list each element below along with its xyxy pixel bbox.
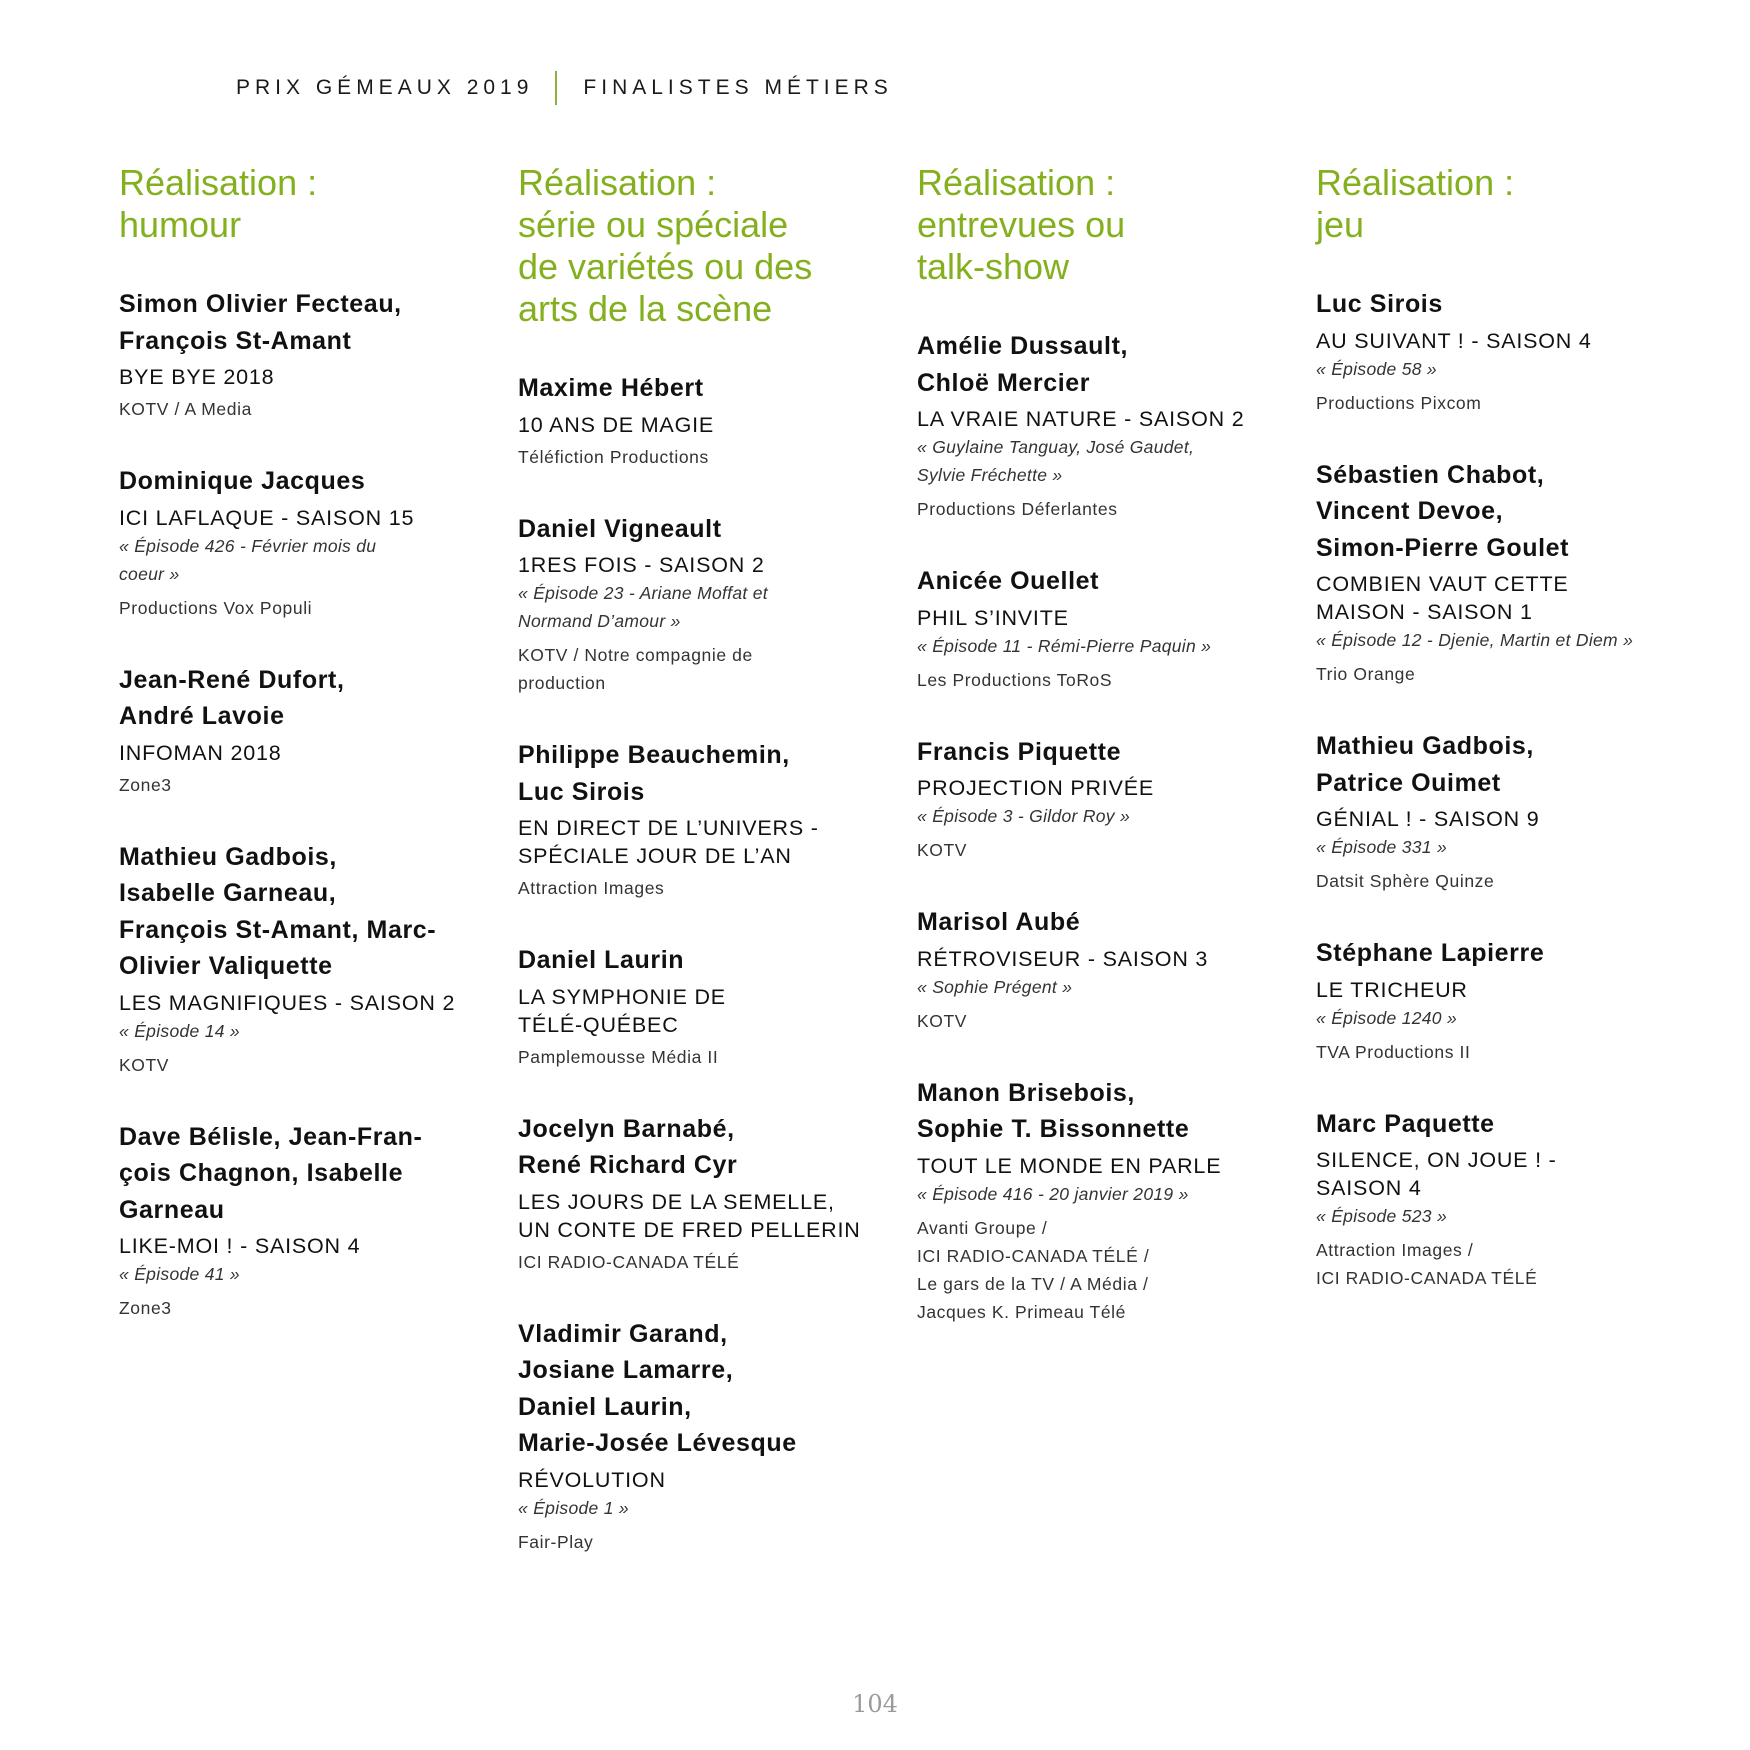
production-company [917, 1007, 1287, 1035]
finalist-names [518, 370, 888, 407]
show-title [1316, 805, 1686, 833]
show-title [1316, 570, 1686, 626]
finalist-name-line: Vladimir Garand, [518, 1319, 728, 1348]
header-left-title: PRIX GÉMEAUX 2019 [236, 76, 534, 99]
show-title-line: LIKE-MOI ! - SAISON 4 [119, 1234, 361, 1258]
show-title-line: AU SUIVANT ! - SAISON 4 [1316, 328, 1592, 353]
production-line: Avanti Groupe / [917, 1217, 1048, 1238]
category-heading-line: de variétés ou des [518, 246, 813, 287]
column-humour [119, 162, 489, 1362]
show-title [917, 774, 1287, 802]
finalist-name-line: Olivier Valiquette [119, 952, 333, 980]
production-company [1316, 389, 1686, 417]
finalist-entry [1316, 728, 1686, 895]
category-heading-line: série ou spéciale [518, 204, 789, 245]
show-title [518, 983, 888, 1039]
column-variety [518, 162, 888, 1596]
show-title [119, 363, 489, 391]
episode-line: « Épisode 331 » [1316, 837, 1447, 857]
finalist-names [518, 737, 888, 810]
production-line: KOTV [917, 840, 968, 860]
category-heading-line: jeu [1316, 204, 1365, 245]
finalist-name-line: François St-Amant, Marc- [119, 915, 437, 944]
finalist-entry [1316, 1106, 1686, 1293]
show-title-line: PROJECTION PRIVÉE [917, 776, 1154, 800]
episode-info [119, 532, 489, 588]
finalist-entry [119, 839, 489, 1079]
finalist-names [917, 734, 1287, 771]
episode-line: « Épisode 41 » [119, 1264, 240, 1284]
episode-line: Normand D’amour » [518, 611, 681, 631]
category-heading [518, 162, 888, 330]
production-company [917, 1214, 1287, 1326]
category-heading-line: humour [119, 204, 242, 245]
show-title-line: LES MAGNIFIQUES - SAISON 2 [119, 990, 456, 1015]
category-heading-line: Réalisation : [1316, 162, 1515, 203]
show-title-line: LA VRAIE NATURE - SAISON 2 [917, 407, 1245, 431]
show-title [119, 989, 489, 1017]
episode-info [917, 802, 1287, 830]
production-company [518, 874, 888, 902]
production-line: Productions Vox Populi [119, 597, 313, 618]
episode-line: « Guylaine Tanguay, José Gaudet, [917, 437, 1195, 457]
finalist-name-line: Isabelle Garneau, [119, 879, 337, 907]
finalist-names [1316, 286, 1686, 323]
episode-line: « Épisode 14 » [119, 1020, 240, 1041]
finalist-name-line: Simon Olivier Fecteau, [119, 290, 402, 318]
production-line: KOTV [119, 1054, 170, 1075]
finalist-names [1316, 935, 1686, 972]
episode-line: « Épisode 1 » [518, 1497, 629, 1518]
show-title-line: MAISON - SAISON 1 [1316, 600, 1533, 624]
production-company [518, 1248, 888, 1276]
show-title [917, 405, 1287, 433]
finalist-name-line: André Lavoie [119, 702, 285, 730]
show-title-line: LES JOURS DE LA SEMELLE, [518, 1189, 835, 1214]
production-line: KOTV [917, 1010, 968, 1031]
finalist-name-line: Amélie Dussault, [917, 332, 1129, 360]
finalist-entry [917, 734, 1287, 865]
finalist-names [518, 1111, 888, 1184]
finalist-entry [119, 1119, 489, 1323]
finalist-name-line: Daniel Laurin, [518, 1392, 692, 1421]
finalist-entry [1316, 286, 1686, 417]
production-company [119, 1294, 489, 1322]
column-talk-show [917, 162, 1287, 1366]
page-number: 104 [852, 1690, 898, 1718]
finalist-entry [518, 511, 888, 698]
finalist-names [119, 286, 489, 359]
finalist-name-line: Josiane Lamarre, [518, 1356, 734, 1384]
production-line: ICI RADIO-CANADA TÉLÉ / [917, 1245, 1150, 1266]
production-line: Zone3 [119, 1298, 172, 1318]
production-line: ICI RADIO-CANADA TÉLÉ [518, 1251, 740, 1272]
episode-info [1316, 1004, 1686, 1032]
finalist-entry [119, 286, 489, 423]
episode-info [917, 632, 1287, 660]
production-line: Téléfiction Productions [518, 446, 709, 467]
finalist-names [119, 463, 489, 500]
finalist-name-line: Dominique Jacques [119, 467, 366, 495]
show-title [518, 551, 888, 579]
show-title [518, 814, 888, 870]
category-heading-line: arts de la scène [518, 288, 773, 329]
production-line: Datsit Sphère Quinze [1316, 871, 1495, 891]
show-title-line: TÉLÉ-QUÉBEC [518, 1012, 679, 1037]
show-title [518, 1188, 888, 1244]
production-line: Fair-Play [518, 1531, 594, 1552]
show-title [119, 739, 489, 767]
finalist-name-line: Marie-Josée Lévesque [518, 1429, 797, 1457]
show-title-line: RÉTROVISEUR - SAISON 3 [917, 946, 1209, 971]
finalist-names [1316, 1106, 1686, 1143]
show-title [119, 1232, 489, 1260]
finalist-name-line: Daniel Laurin [518, 946, 685, 974]
production-company [119, 1051, 489, 1079]
episode-line: coeur » [119, 563, 180, 584]
column-game [1316, 162, 1686, 1332]
episode-info [518, 1494, 888, 1522]
header-right-title: FINALISTES MÉTIERS [583, 76, 893, 99]
finalist-names [119, 662, 489, 735]
show-title-line: GÉNIAL ! - SAISON 9 [1316, 807, 1540, 831]
finalist-entry [518, 942, 888, 1071]
show-title-line: PHIL S’INVITE [917, 605, 1069, 630]
show-title [1316, 976, 1686, 1004]
production-line: KOTV / A Media [119, 399, 252, 419]
finalist-name-line: Jocelyn Barnabé, [518, 1114, 735, 1143]
finalist-name-line: Maxime Hébert [518, 374, 704, 402]
show-title-line: 10 ANS DE MAGIE [518, 412, 715, 437]
production-line: Attraction Images [518, 878, 665, 898]
production-line: Les Productions ToRoS [917, 669, 1113, 690]
episode-line: « Épisode 58 » [1316, 358, 1437, 379]
show-title [518, 1466, 888, 1494]
finalist-entry [917, 1075, 1287, 1326]
show-title [917, 945, 1287, 973]
production-company [917, 666, 1287, 694]
finalist-name-line: Luc Sirois [518, 777, 645, 806]
category-heading [1316, 162, 1686, 246]
finalist-names [917, 1075, 1287, 1148]
finalist-name-line: Sophie T. Bissonnette [917, 1115, 1190, 1143]
show-title [1316, 327, 1686, 355]
finalist-name-line: Francis Piquette [917, 737, 1122, 766]
finalist-entry [119, 463, 489, 622]
production-line: Pamplemousse Média II [518, 1046, 719, 1067]
episode-info [917, 1180, 1287, 1208]
episode-line: « Épisode 11 - Rémi-Pierre Paquin » [917, 635, 1212, 656]
show-title-line: UN CONTE DE FRED PELLERIN [518, 1217, 861, 1242]
episode-info [917, 973, 1287, 1001]
production-company [119, 771, 489, 799]
production-company [518, 641, 888, 697]
show-title [1316, 1146, 1686, 1202]
finalist-entry [119, 662, 489, 799]
finalist-name-line: Marc Paquette [1316, 1109, 1495, 1138]
finalist-entry [1316, 457, 1686, 689]
episode-info [917, 433, 1287, 489]
finalist-name-line: Sébastien Chabot, [1316, 460, 1545, 489]
show-title-line: COMBIEN VAUT CETTE [1316, 572, 1569, 596]
show-title-line: TOUT LE MONDE EN PARLE [917, 1153, 1222, 1178]
production-line: ICI RADIO-CANADA TÉLÉ [1316, 1268, 1538, 1288]
production-company [917, 495, 1287, 523]
episode-info [1316, 626, 1686, 654]
finalist-name-line: Chloë Mercier [917, 368, 1091, 397]
production-company [119, 395, 489, 423]
finalist-name-line: Anicée Ouellet [917, 567, 1100, 595]
show-title [518, 411, 888, 439]
finalist-name-line: Patrice Ouimet [1316, 768, 1501, 797]
finalist-name-line: Mathieu Gadbois, [1316, 732, 1534, 760]
finalist-name-line: François St-Amant [119, 326, 352, 355]
episode-line: « Épisode 523 » [1316, 1206, 1447, 1226]
finalist-entry [917, 904, 1287, 1035]
finalist-names [1316, 728, 1686, 801]
show-title [917, 1152, 1287, 1180]
production-company [518, 1528, 888, 1556]
show-title-line: INFOMAN 2018 [119, 740, 282, 765]
category-heading-line: Réalisation : [917, 162, 1116, 203]
category-heading-line: talk-show [917, 246, 1070, 287]
production-line: production [518, 673, 606, 693]
finalist-name-line: Philippe Beauchemin, [518, 741, 790, 769]
finalist-name-line: Luc Sirois [1316, 290, 1443, 318]
episode-line: « Sophie Prégent » [917, 976, 1073, 997]
finalist-name-line: Jean-René Dufort, [119, 665, 345, 694]
production-company [518, 1043, 888, 1071]
episode-line: « Épisode 416 - 20 janvier 2019 » [917, 1183, 1189, 1204]
finalist-name-line: Mathieu Gadbois, [119, 842, 337, 871]
finalist-name-line: Simon-Pierre Goulet [1316, 533, 1570, 562]
show-title-line: RÉVOLUTION [518, 1467, 666, 1492]
show-title-line: LE TRICHEUR [1316, 977, 1468, 1002]
finalist-names [518, 511, 888, 548]
finalist-names [119, 839, 489, 985]
episode-line: Sylvie Fréchette » [917, 465, 1063, 485]
finalist-names [917, 904, 1287, 941]
production-line: Le gars de la TV / A Média / [917, 1273, 1149, 1294]
episode-line: « Épisode 3 - Gildor Roy » [917, 806, 1131, 826]
production-company [119, 594, 489, 622]
episode-info [1316, 355, 1686, 383]
finalist-entry [518, 737, 888, 902]
episode-info [518, 579, 888, 635]
finalist-name-line: René Richard Cyr [518, 1151, 738, 1179]
finalist-name-line: Marisol Aubé [917, 908, 1081, 936]
finalist-name-line: çois Chagnon, Isabelle [119, 1159, 404, 1187]
finalist-entry [518, 1316, 888, 1556]
category-heading [917, 162, 1287, 288]
show-title [917, 604, 1287, 632]
production-company [518, 443, 888, 471]
finalist-entry [518, 1111, 888, 1276]
production-line: TVA Productions II [1316, 1041, 1471, 1062]
production-line: KOTV / Notre compagnie de [518, 645, 753, 665]
production-company [1316, 1038, 1686, 1066]
finalist-name-line: Garneau [119, 1195, 225, 1224]
production-company [1316, 867, 1686, 895]
finalist-name-line: Vincent Devoe, [1316, 497, 1504, 525]
finalist-names [518, 942, 888, 979]
show-title-line: SAISON 4 [1316, 1176, 1422, 1200]
category-heading-line: entrevues ou [917, 204, 1126, 245]
episode-info [1316, 833, 1686, 861]
finalist-entry [917, 563, 1287, 694]
category-heading [119, 162, 489, 246]
production-line: Jacques K. Primeau Télé [917, 1301, 1126, 1322]
finalist-name-line: Manon Brisebois, [917, 1078, 1135, 1107]
show-title-line: EN DIRECT DE L’UNIVERS - [518, 816, 819, 840]
episode-line: « Épisode 426 - Février mois du [119, 535, 377, 556]
finalist-entry [917, 328, 1287, 523]
header-separator [555, 71, 557, 105]
finalist-names [119, 1119, 489, 1229]
episode-info [119, 1017, 489, 1045]
show-title-line: LA SYMPHONIE DE [518, 984, 726, 1009]
show-title-line: SILENCE, ON JOUE ! - [1316, 1148, 1557, 1172]
production-line: Trio Orange [1316, 664, 1416, 684]
production-line: Productions Déferlantes [917, 499, 1118, 519]
production-company [917, 836, 1287, 864]
episode-line: « Épisode 12 - Djenie, Martin et Diem » [1316, 630, 1634, 650]
episode-line: « Épisode 23 - Ariane Moffat et [518, 583, 768, 603]
episode-info [119, 1260, 489, 1288]
production-company [1316, 1236, 1686, 1292]
category-heading-line: Réalisation : [119, 162, 318, 203]
finalist-entry [518, 370, 888, 471]
production-line: Productions Pixcom [1316, 392, 1482, 413]
production-line: Zone3 [119, 774, 172, 795]
episode-line: « Épisode 1240 » [1316, 1007, 1458, 1028]
show-title-line: BYE BYE 2018 [119, 365, 275, 389]
show-title [119, 504, 489, 532]
finalist-names [1316, 457, 1686, 567]
show-title-line: 1RES FOIS - SAISON 2 [518, 553, 765, 577]
finalist-name-line: Daniel Vigneault [518, 514, 722, 543]
finalist-name-line: Dave Bélisle, Jean-Fran- [119, 1122, 423, 1151]
episode-info [1316, 1202, 1686, 1230]
production-company [1316, 660, 1686, 688]
page-header [236, 68, 893, 108]
finalist-names [917, 563, 1287, 600]
production-line: Attraction Images / [1316, 1240, 1474, 1260]
show-title-line: ICI LAFLAQUE - SAISON 15 [119, 505, 415, 530]
category-heading-line: Réalisation : [518, 162, 717, 203]
finalist-names [518, 1316, 888, 1462]
finalist-names [917, 328, 1287, 401]
finalist-name-line: Stéphane Lapierre [1316, 939, 1545, 967]
finalist-entry [1316, 935, 1686, 1066]
show-title-line: SPÉCIALE JOUR DE L’AN [518, 844, 792, 868]
